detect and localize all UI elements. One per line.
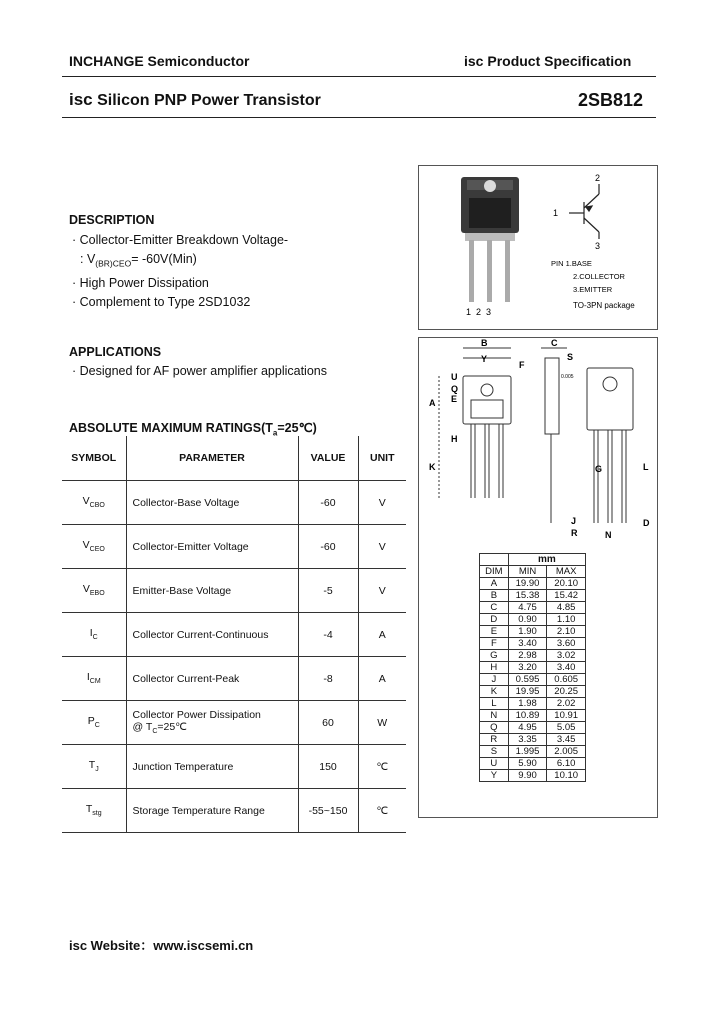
unit-cell: V (358, 481, 406, 525)
pin-legend-3: 3.EMITTER (573, 285, 613, 294)
footer-label: isc Website： (69, 938, 154, 953)
symbol-cell: $I_{CM}$ (62, 657, 126, 701)
dim-label-d: D (643, 518, 650, 528)
dim-label-a: A (429, 398, 436, 408)
dim-header-row (480, 566, 586, 578)
table-row (62, 613, 406, 657)
dim-label-b: B (481, 338, 488, 348)
ratings-table (62, 436, 406, 833)
unit-cell: V (358, 569, 406, 613)
table-row (62, 481, 406, 525)
table-row: J 0.595 0.605 (480, 674, 586, 686)
table-row (62, 745, 406, 789)
dim-col-dim: DIM (480, 566, 509, 578)
parameter-cell: Emitter-Base Voltage (126, 569, 298, 613)
value-cell: -4 (298, 613, 358, 657)
unit-cell: A (358, 613, 406, 657)
table-row: N 10.89 10.91 (480, 710, 586, 722)
symbol-pin1: 1 (553, 208, 559, 218)
parameter-cell: Collector-Base Voltage (126, 481, 298, 525)
dim-unit-row (480, 554, 586, 566)
dim-label-y: Y (481, 354, 488, 364)
parameter-cell: Collector Power Dissipation @ $T_C=25℃$ (126, 701, 298, 745)
transistor-photo (461, 177, 519, 302)
website-link[interactable]: www.iscsemi.cn (153, 938, 254, 953)
dim-label-e: E (451, 394, 458, 404)
table-row: A 19.90 20.10 (480, 578, 586, 590)
unit-cell: A (358, 657, 406, 701)
table-row: R 3.35 3.45 (480, 734, 586, 746)
pnp-symbol-icon (569, 184, 599, 239)
package-box (418, 165, 658, 330)
dim-label-s: S (567, 352, 574, 362)
title-text: Silicon PNP Power Transistor (97, 92, 321, 109)
photo-pin-numbers: 1 2 3 (466, 307, 492, 317)
table-row: U 5.90 6.10 (480, 758, 586, 770)
dim-label-j: J (571, 516, 577, 526)
title-prefix: isc (69, 90, 93, 109)
ratings-header-row (62, 436, 406, 481)
dim-small-note: 0.005 (561, 374, 574, 380)
table-row (62, 569, 406, 613)
header-rule-bottom (62, 117, 656, 118)
spec-label (464, 53, 631, 69)
unit-cell: V (358, 525, 406, 569)
description-item-power: · High Power Dissipation (72, 275, 209, 290)
value-cell: 60 (298, 701, 358, 745)
table-row (62, 701, 406, 745)
table-row (62, 657, 406, 701)
table-row: Q 4.95 5.05 (480, 722, 586, 734)
unit-cell: W (358, 701, 406, 745)
document-title (69, 90, 321, 110)
symbol-cell: $P_C$ (62, 701, 126, 745)
description-heading: DESCRIPTION (69, 213, 155, 227)
value-cell: 150 (298, 745, 358, 789)
package-illustration (419, 166, 657, 329)
dim-label-l: L (643, 462, 649, 472)
table-row: F 3.40 3.60 (480, 638, 586, 650)
pin-legend-1: PIN 1.BASE (551, 259, 592, 268)
pin-legend-4: TO-3PN package (573, 301, 635, 310)
table-row: H 3.20 3.40 (480, 662, 586, 674)
pin-legend-2: 2.COLLECTOR (573, 272, 625, 281)
table-row: G 2.98 3.02 (480, 650, 586, 662)
value-cell: -5 (298, 569, 358, 613)
description-item-complement: · Complement to Type 2SD1032 (72, 294, 251, 309)
table-row: L 1.98 2.02 (480, 698, 586, 710)
value-cell: -60 (298, 481, 358, 525)
symbol-cell: $T_J$ (62, 745, 126, 789)
outline-drawing (419, 338, 657, 548)
parameter-cell: Collector Current-Peak (126, 657, 298, 701)
dim-label-q: Q (451, 384, 459, 394)
description-item-vbr: : $V_{(BR)CEO}= -60V(Min)$ (80, 252, 197, 269)
value-cell: -55~150 (298, 789, 358, 833)
table-row: Y 9.90 10.10 (480, 770, 586, 782)
ratings-heading: ABSOLUTE MAXIMUM $RATINGS(T_a=25℃)$ (69, 421, 317, 438)
table-row: K 19.95 20.25 (480, 686, 586, 698)
symbol-pin2: 2 (595, 173, 601, 183)
dim-label-f: F (519, 360, 525, 370)
col-parameter: PARAMETER (126, 436, 298, 481)
description-item-breakdown: · Collector-Emitter Breakdown Voltage- (72, 233, 289, 247)
dim-col-min: MIN (508, 566, 547, 578)
parameter-cell: Collector-Emitter Voltage (126, 525, 298, 569)
dim-col-max: MAX (547, 566, 586, 578)
col-unit: UNIT (358, 436, 406, 481)
parameter-cell: Collector Current-Continuous (126, 613, 298, 657)
value-cell: -8 (298, 657, 358, 701)
table-row (62, 789, 406, 833)
dim-label-r: R (571, 528, 578, 538)
description-bullets (72, 231, 288, 312)
table-row (62, 525, 406, 569)
symbol-cell: $T_{stg}$ (62, 789, 126, 833)
header-rule-top (62, 76, 656, 77)
dim-label-k: K (429, 462, 436, 472)
footer (69, 935, 253, 954)
front-view-outline (439, 348, 511, 498)
unit-cell: ℃ (358, 789, 406, 833)
part-number: 2SB812 (578, 90, 644, 110)
dimension-table (479, 553, 586, 782)
symbol-cell: $V_{CEO}$ (62, 525, 126, 569)
unit-cell: ℃ (358, 745, 406, 789)
col-value: VALUE (298, 436, 358, 481)
table-row: E 1.90 2.10 (480, 626, 586, 638)
dim-label-u: U (451, 372, 458, 382)
table-row: D 0.90 1.10 (480, 614, 586, 626)
symbol-cell: $V_{EBO}$ (62, 569, 126, 613)
dim-unit: mm (508, 554, 585, 566)
spec-text: Product Specification (487, 53, 632, 69)
symbol-pin3: 3 (595, 241, 601, 251)
table-row: S 1.995 2.005 (480, 746, 586, 758)
col-symbol: SYMBOL (62, 436, 126, 481)
table-row: B 15.38 15.42 (480, 590, 586, 602)
symbol-cell: $I_C$ (62, 613, 126, 657)
dim-label-h: H (451, 434, 458, 444)
spec-prefix: isc (464, 53, 484, 69)
company-name: INCHANGE Semiconductor (69, 53, 250, 69)
back-view-outline (587, 368, 633, 523)
parameter-cell: Junction Temperature (126, 745, 298, 789)
symbol-cell: $V_{CBO}$ (62, 481, 126, 525)
value-cell: -60 (298, 525, 358, 569)
parameter-cell: Storage Temperature Range (126, 789, 298, 833)
applications-heading: APPLICATIONS (69, 345, 162, 359)
applications-item: · Designed for AF power amplifier applications (72, 364, 327, 378)
dim-label-g: G (595, 464, 603, 474)
table-row: C 4.75 4.85 (480, 602, 586, 614)
dim-label-n: N (605, 530, 612, 540)
dim-label-c: C (551, 338, 558, 348)
